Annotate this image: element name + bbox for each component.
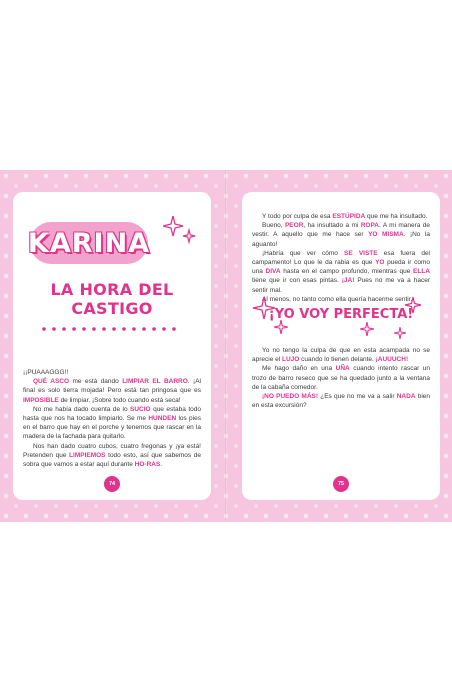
name-badge-text: KARINA	[27, 227, 151, 259]
body-text: bien en esta excursión?	[252, 393, 430, 410]
body-text: todo esto, así que sabemos de sobra que vamos a estar aquí durante	[23, 451, 201, 469]
body-text: No me había dado cuenta de lo	[33, 405, 131, 413]
paragraph	[252, 249, 430, 295]
paragraph	[23, 368, 201, 377]
section-subheading: ¡YO VOY PERFECTA!	[268, 307, 414, 322]
body-text: tiene que ir con esas pintas.	[252, 277, 342, 285]
paragraph	[252, 221, 430, 249]
left-page	[13, 192, 211, 500]
right-body-text-top	[252, 212, 430, 304]
emphasis-text: LIMPIAR EL BARRO	[122, 378, 188, 386]
sparkle-icon	[274, 320, 288, 334]
body-text: . ¡Al final es solo tierra mojada! Pero está tan pringosa que es	[23, 378, 201, 395]
body-text: los pies en el barro que hay en el porche y tenemos que rascar en la madera de la fachada para quitarlo.	[23, 415, 201, 441]
sparkle-icon	[360, 322, 374, 336]
body-text: ¡Habría que ver cómo	[262, 249, 345, 257]
body-text: Yo no tengo la culpa de que en esta acampada no se aprecie el	[252, 347, 430, 364]
body-text: , ha insultado a mi	[303, 222, 361, 230]
emphasis-text: ELLA	[413, 268, 430, 276]
paragraph	[252, 212, 430, 221]
right-body-text-bottom	[252, 346, 430, 410]
paragraph	[252, 392, 430, 410]
emphasis-text: QUÉ ASCO	[33, 378, 70, 386]
body-text: .	[160, 461, 163, 469]
left-body-text	[23, 368, 201, 469]
body-text: ¡¡PUAAAGGG!!	[23, 369, 69, 376]
paragraph	[252, 346, 430, 364]
emphasis-text: PEOR	[284, 222, 304, 230]
body-text: Pues no me va a hacer sentir mal.	[252, 277, 431, 294]
paragraph	[23, 405, 201, 442]
body-text: hasta en el campo profundo, mientras que	[280, 268, 414, 276]
emphasis-text: ¡AUUUCH!	[375, 356, 409, 364]
body-text: . A mi manera de vestir. A aquello que me hace ser	[252, 222, 430, 239]
book-gutter	[225, 170, 227, 522]
emphasis-text: YO	[375, 259, 385, 267]
emphasis-text: IMPOSIBLE	[23, 396, 59, 404]
chapter-title	[13, 280, 211, 318]
emphasis-text: SE VISTE	[344, 249, 378, 257]
emphasis-text: HO-RAS	[134, 461, 161, 469]
emphasis-text: ¡JA!	[341, 277, 355, 285]
sparkle-icon	[394, 327, 406, 339]
body-text: que me ha insultado.	[365, 213, 428, 220]
body-text: me está dando	[69, 378, 123, 386]
emphasis-text: YO MISMA	[368, 231, 404, 239]
body-text: Al menos, no tanto como ella quería hacerme sentir.	[262, 295, 413, 303]
page-number: 75	[333, 476, 349, 492]
body-text: esa fuera del campamento! Lo que le da rabia es que	[252, 249, 430, 267]
body-text: pueda ir como una	[252, 259, 430, 276]
page-number: 74	[104, 476, 120, 492]
emphasis-text: DIVA	[265, 268, 281, 276]
body-text: Y todo por culpa de esa	[262, 213, 333, 220]
body-text: cuando lo tienen delante.	[299, 356, 376, 364]
emphasis-text: LIMPIEMOS	[69, 451, 106, 459]
emphasis-text: ESTÚPIDA	[332, 213, 366, 220]
emphasis-text: ROPA	[360, 222, 380, 230]
emphasis-text: SUCIO	[130, 405, 151, 413]
dotted-divider	[41, 326, 183, 332]
emphasis-text: HUNDEN	[148, 415, 177, 423]
chapter-title-line-2: CASTIGO	[71, 299, 153, 318]
body-text: . ¡No la aguanto!	[252, 231, 430, 248]
body-text: Me hago daño en una	[262, 365, 336, 373]
emphasis-text: ¡NO PUEDO MÁS!	[262, 393, 319, 401]
paragraph	[23, 377, 201, 405]
body-text: cuando intento rascar un trozo de barro reseco que se ha quedado junto a la ventana de la cabaña comedor.	[252, 365, 431, 391]
body-text: de limpiar. ¡Sobre todo cuando está seca!	[58, 396, 181, 404]
emphasis-text: LUJO	[282, 356, 300, 364]
body-text: Bueno,	[262, 222, 285, 230]
body-text: Nos han dado cuatro cubos, cuatro fregonas y ¡ya está! Pretenden que	[23, 442, 201, 459]
name-badge	[27, 222, 151, 264]
paragraph	[252, 364, 430, 392]
emphasis-text: NADA	[396, 393, 416, 401]
book-spread	[0, 170, 452, 522]
paragraph	[23, 442, 201, 470]
sparkle-icon	[163, 216, 197, 250]
emphasis-text: UÑA	[335, 365, 350, 373]
body-text: que estaba todo hasta que nos ha tocado limpiarlo. Se me	[23, 405, 201, 423]
body-text: ¿Es que no me va a salir	[318, 393, 397, 401]
chapter-title-line-1: LA HORA DEL	[50, 280, 174, 299]
right-page	[242, 192, 440, 500]
